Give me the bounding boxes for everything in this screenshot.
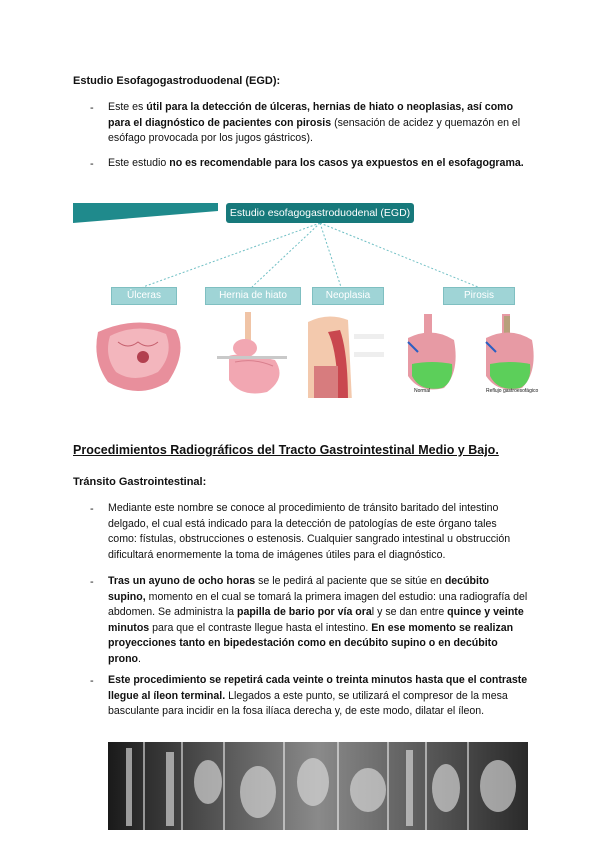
section-title: Procedimientos Radiográficos del Tracto Gastrointestinal Medio y Bajo. <box>73 443 499 457</box>
transit-paragraph-3 <box>108 673 528 720</box>
text-run-bold: útil para la detección de úlceras, hernias de hiato o neoplasias, así como para el diagnóstico de pacientes con pirosis <box>108 101 514 129</box>
pirosis-reflux-label: Reflujo gastroesofágico <box>486 388 539 394</box>
bullet-dash: - <box>90 675 94 687</box>
xray-image-strip <box>108 742 528 830</box>
text-run: para que el contraste llegue hasta el intestino. <box>149 621 372 634</box>
bullet-dash: - <box>90 158 94 170</box>
pirosis-normal-illustration <box>398 312 464 398</box>
decor-banner <box>73 203 218 223</box>
dashed-lines <box>143 223 478 287</box>
text-run: Llegados a este punto, se utilizará el compresor de la mesa basculante para incidir en la fosa ilíaca derecha y, de este modo, dilatar el íleon. <box>108 689 508 717</box>
neoplasia-illustration <box>308 312 390 398</box>
text-run-bold: no es recomendable para los casos ya expuestos en el esofagograma. <box>169 157 524 169</box>
egd-bullet-1 <box>108 100 528 147</box>
text-run: Este es <box>108 101 147 113</box>
hernia-illustration <box>215 312 295 398</box>
pirosis-normal-label: Normal <box>414 388 431 394</box>
category-hernia: Hernia de hiato <box>205 287 301 305</box>
transit-paragraph-2 <box>108 574 528 667</box>
text-run-bold: papilla de bario por vía ora <box>236 606 372 618</box>
text-run-bold: decúbito supino, <box>108 575 489 603</box>
pirosis-reflux-illustration <box>476 312 542 398</box>
category-neoplasia: Neoplasia <box>312 287 384 305</box>
text-run-bold: Tras un ayuno de ocho horas <box>108 575 256 587</box>
text-run: l y se dan entre <box>371 606 448 618</box>
bullet-dash: - <box>90 503 94 515</box>
text-run: (sensación de acidez y quemazón en el esófago provocada por los jugos gástricos). <box>108 116 521 144</box>
section-subheading: Tránsito Gastrointestinal: <box>73 476 207 488</box>
ulcer-stomach-illustration <box>88 312 190 398</box>
category-pirosis: Pirosis <box>443 287 515 305</box>
text-run: . <box>138 652 141 665</box>
egd-bullet-2 <box>108 156 528 172</box>
egd-heading: Estudio Esofagogastroduodenal (EGD): <box>73 75 281 87</box>
text-run: Este estudio <box>108 157 170 169</box>
text-run-bold: Este procedimiento se repetirá cada veinte o treinta minutos hasta que el contraste llegue al íleon terminal. <box>108 674 528 702</box>
text-run-bold: quince y veinte minutos <box>108 606 524 634</box>
bullet-dash: - <box>90 576 94 588</box>
category-ulceras: Úlceras <box>111 287 177 305</box>
text-run-bold: En ese momento se realizan proyecciones tanto en bipedestación como en decúbito supino o en decúbito prono <box>108 621 514 665</box>
bullet-dash: - <box>90 102 94 114</box>
transit-paragraph-1: Mediante este nombre se conoce al procedimiento de tránsito baritado del intestino delgado, el cual está indicado para la detección de patologías de este órgano tales como: fístulas, obstrucciones o estenosis. Cualquier sangrado intestinal u obstrucción dificultará enormemente la toma de imágenes útiles para el diagnóstico. <box>108 502 511 561</box>
text-run: se le pedirá al paciente que se sitúe en <box>255 575 445 587</box>
text-run: momento en el cual se tomará la primera imagen del estudio: una radiografía del abdomen. Se administra la <box>108 590 528 618</box>
diagram-title: Estudio esofagogastroduodenal (EGD) <box>226 203 414 223</box>
